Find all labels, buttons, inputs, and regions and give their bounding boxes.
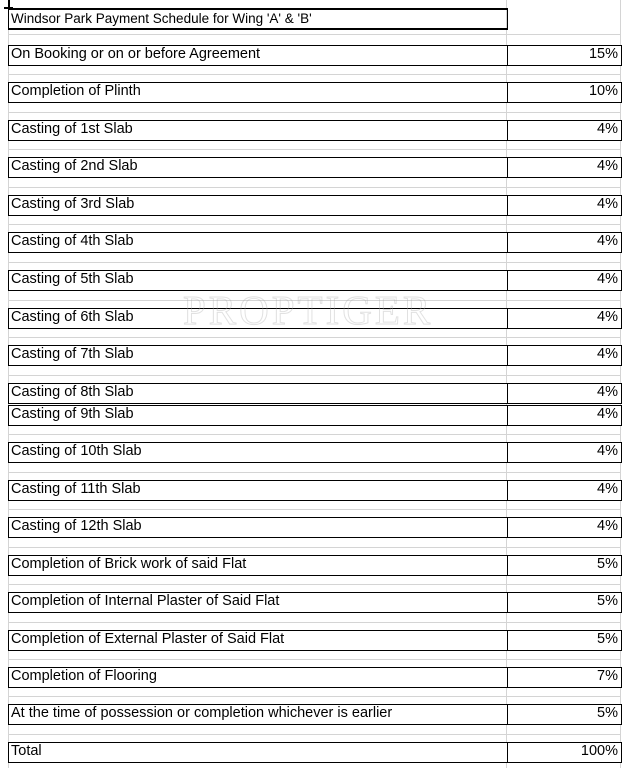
percentage-value: 4% [597, 309, 618, 325]
milestone-label: Casting of 6th Slab [11, 309, 134, 325]
cell-divider [507, 743, 508, 762]
cell-divider [507, 384, 508, 403]
cell-divider [507, 271, 508, 290]
percentage-value: 5% [597, 705, 618, 721]
milestone-label: Completion of Plinth [11, 83, 141, 99]
row-gridline [8, 509, 620, 510]
cell-divider [507, 631, 508, 650]
percentage-value: 4% [597, 196, 618, 212]
table-row[interactable] [8, 555, 622, 576]
cell-divider [507, 518, 508, 537]
row-gridline [8, 149, 620, 150]
row-gridline [8, 375, 620, 376]
cell-divider [507, 309, 508, 328]
row-gridline [8, 337, 620, 338]
table-row[interactable] [8, 592, 622, 613]
cell-divider [507, 481, 508, 500]
percentage-value: 7% [597, 668, 618, 684]
row-gridline [8, 112, 620, 113]
milestone-label: Casting of 9th Slab [11, 406, 134, 422]
cell-divider [507, 705, 508, 724]
percentage-value: 15% [588, 46, 618, 62]
row-gridline [8, 696, 620, 697]
percentage-value: 100% [580, 743, 618, 759]
table-row[interactable] [8, 442, 622, 463]
milestone-label: Completion of External Plaster of Said Flat [11, 631, 285, 647]
percentage-value: 4% [597, 481, 618, 497]
cell-divider [507, 668, 508, 687]
milestone-label: Casting of 11th Slab [11, 481, 141, 497]
table-row[interactable] [8, 667, 622, 688]
row-gridline [8, 659, 620, 660]
cell-divider [507, 83, 508, 102]
milestone-label: At the time of possession or completion whichever is earlier [11, 705, 393, 721]
table-row[interactable] [8, 742, 622, 763]
table-row[interactable] [8, 405, 622, 426]
percentage-value: 4% [597, 406, 618, 422]
percentage-value: 4% [597, 346, 618, 362]
milestone-label: Completion of Internal Plaster of Said Flat [11, 593, 280, 609]
row-gridline [8, 262, 620, 263]
percentage-value: 4% [597, 271, 618, 287]
cell-divider [507, 121, 508, 140]
milestone-label: Casting of 12th Slab [11, 518, 142, 534]
row-gridline [8, 472, 620, 473]
table-row[interactable] [8, 82, 622, 103]
milestone-label: Total [11, 743, 42, 759]
cell-divider [507, 593, 508, 612]
schedule-title: Windsor Park Payment Schedule for Wing 'A' & 'B' [11, 11, 312, 26]
table-row[interactable] [8, 383, 622, 404]
milestone-label: Casting of 7th Slab [11, 346, 134, 362]
percentage-value: 5% [597, 631, 618, 647]
cell-divider [507, 196, 508, 215]
row-gridline [8, 187, 620, 188]
table-row[interactable] [8, 45, 622, 66]
milestone-label: Casting of 2nd Slab [11, 158, 138, 174]
row-gridline [8, 547, 620, 548]
milestone-label: Completion of Brick work of said Flat [11, 556, 247, 572]
milestone-label: Casting of 1st Slab [11, 121, 133, 137]
cell-divider [507, 46, 508, 65]
milestone-label: Completion of Flooring [11, 668, 157, 684]
percentage-value: 5% [597, 556, 618, 572]
cell-divider [507, 406, 508, 425]
milestone-label: Casting of 10th Slab [11, 443, 142, 459]
row-gridline [8, 584, 620, 585]
table-row[interactable] [8, 630, 622, 651]
row-gridline [8, 734, 620, 735]
percentage-value: 5% [597, 593, 618, 609]
percentage-value: 4% [597, 384, 618, 400]
percentage-value: 4% [597, 158, 618, 174]
percentage-value: 4% [597, 518, 618, 534]
cell-divider [507, 233, 508, 252]
row-gridline [8, 224, 620, 225]
cell-divider [507, 443, 508, 462]
table-row[interactable] [8, 157, 622, 178]
cell-divider [507, 346, 508, 365]
watermark-logo: PROPTIGER [183, 287, 434, 333]
table-row[interactable] [8, 517, 622, 538]
row-gridline [8, 434, 620, 435]
milestone-label: Casting of 5th Slab [11, 271, 134, 287]
milestone-label: Casting of 8th Slab [11, 384, 134, 400]
percentage-value: 4% [597, 443, 618, 459]
row-gridline [8, 622, 620, 623]
cell-divider [507, 556, 508, 575]
milestone-label: On Booking or on or before Agreement [11, 46, 261, 62]
row-gridline [8, 74, 620, 75]
milestone-label: Casting of 3rd Slab [11, 196, 135, 212]
table-row[interactable] [8, 704, 622, 725]
percentage-value: 4% [597, 233, 618, 249]
table-row[interactable] [8, 480, 622, 501]
milestone-label: Casting of 4th Slab [11, 233, 134, 249]
table-row[interactable] [8, 345, 622, 366]
title-cell[interactable] [8, 8, 508, 30]
table-row[interactable] [8, 232, 622, 253]
table-row[interactable] [8, 195, 622, 216]
percentage-value: 10% [588, 83, 618, 99]
cell-divider [507, 158, 508, 177]
row-gridline [8, 34, 620, 35]
table-row[interactable] [8, 120, 622, 141]
percentage-value: 4% [597, 121, 618, 137]
